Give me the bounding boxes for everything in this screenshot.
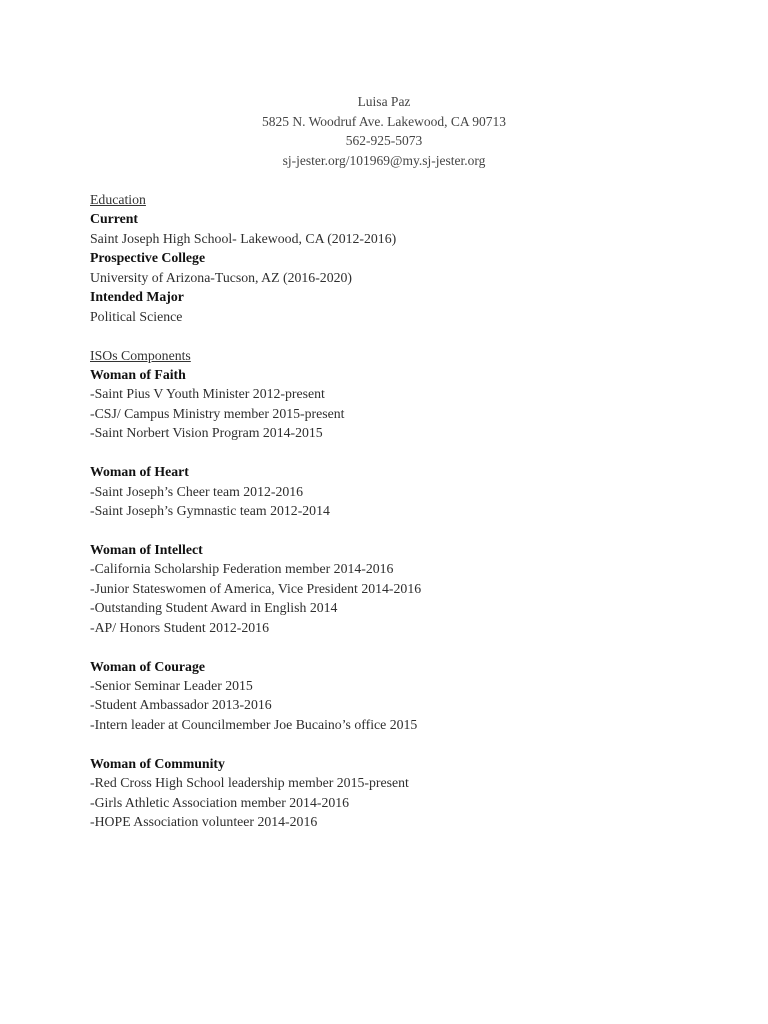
list-item: -Intern leader at Councilmember Joe Bucaino’s office 2015 <box>90 716 418 732</box>
group-label-faith: Woman of Faith <box>90 366 186 382</box>
applicant-phone: 562-925-5073 <box>345 133 423 149</box>
spacer <box>90 520 730 539</box>
list-item: -Saint Joseph’s Cheer team 2012-2016 <box>90 483 304 499</box>
prospective-college: University of Arizona-Tucson, AZ (2016-2020) <box>90 269 352 285</box>
list-item: -AP/ Honors Student 2012-2016 <box>90 619 269 635</box>
group-label-courage: Woman of Courage <box>90 658 205 674</box>
spacer <box>90 734 730 753</box>
list-item: -Student Ambassador 2013-2016 <box>90 697 272 713</box>
applicant-name: Luisa Paz <box>357 94 411 109</box>
spacer <box>90 637 730 656</box>
list-item: -Outstanding Student Award in English 2014 <box>90 600 338 616</box>
spacer <box>90 443 730 462</box>
current-school: Saint Joseph High School- Lakewood, CA (2012-2016) <box>90 230 397 246</box>
isos-heading: ISOs Components <box>90 347 191 363</box>
applicant-address: 5825 N. Woodruf Ave. Lakewood, CA 90713 <box>261 113 506 129</box>
list-item: -CSJ/ Campus Ministry member 2015-present <box>90 405 345 421</box>
resume-header <box>0 92 768 170</box>
spacer <box>90 326 730 345</box>
list-item: -Junior Stateswomen of America, Vice President 2014-2016 <box>90 580 422 596</box>
resume-body <box>90 190 730 831</box>
list-item: -Saint Pius V Youth Minister 2012-present <box>90 386 325 402</box>
applicant-email: sj-jester.org/101969@my.sj-jester.org <box>282 152 486 168</box>
list-item: -Saint Norbert Vision Program 2014-2015 <box>90 425 323 441</box>
list-item: -Saint Joseph’s Gymnastic team 2012-2014 <box>90 503 330 518</box>
list-item: -Senior Seminar Leader 2015 <box>90 677 253 693</box>
group-label-intellect: Woman of Intellect <box>90 541 203 557</box>
group-label-heart: Woman of Heart <box>90 464 189 480</box>
intended-major: Political Science <box>90 308 183 324</box>
list-item: -Girls Athletic Association member 2014-2016 <box>90 794 350 810</box>
current-label: Current <box>90 211 139 227</box>
list-item: -California Scholarship Federation member 2014-2016 <box>90 561 394 577</box>
intended-major-label: Intended Major <box>90 289 184 305</box>
group-label-community: Woman of Community <box>90 755 225 771</box>
list-item: -Red Cross High School leadership member 2015-present <box>90 775 409 791</box>
list-item: -HOPE Association volunteer 2014-2016 <box>90 814 318 829</box>
education-heading: Education <box>90 192 146 207</box>
prospective-college-label: Prospective College <box>90 250 206 266</box>
